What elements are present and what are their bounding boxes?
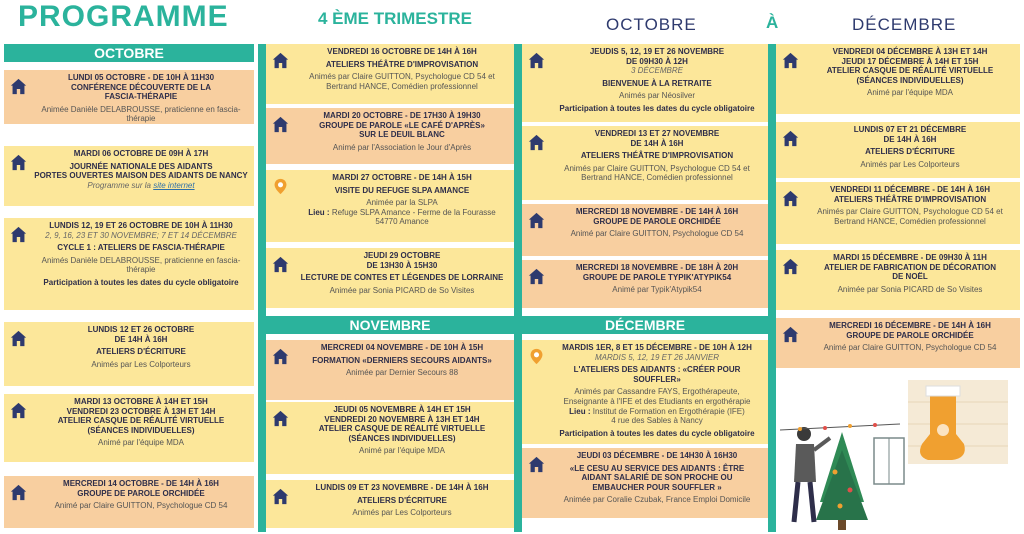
card-title-line: ATELIERS D'ÉCRITURE [96, 347, 186, 357]
card-title-line: DE 09H30 À 12H [626, 56, 688, 66]
card-line: Bertrand HANCE, Comédien professionnel [834, 216, 986, 226]
christmas-illustration [780, 372, 1016, 532]
card-title-line: MERCREDI 18 NOVEMBRE - DE 14H À 16H [575, 207, 739, 216]
house-icon [10, 330, 27, 347]
event-card [266, 44, 514, 104]
house-icon [528, 456, 545, 473]
card-title-line: ATELIER CASQUE DE RÉALITÉ VIRTUELLE [57, 416, 225, 426]
card-title-line: CONFÉRENCE DÉCOUVERTE DE LA [70, 82, 211, 92]
event-card [266, 248, 514, 308]
card-line: Animée par Sonia PICARD de So Visites [837, 284, 983, 294]
event-card [776, 44, 1020, 114]
location-text: Refuge SLPA Amance - Ferme de la Fourasse [331, 207, 496, 217]
range-separator: À [766, 13, 779, 32]
house-icon [272, 410, 289, 427]
pin-icon [528, 348, 545, 365]
card-title-line: «LE CESU AU SERVICE DES AIDANTS : ÊTRE [569, 463, 745, 473]
card-line: Animée par Coralie Czubak, France Emploi Domicile [563, 495, 751, 505]
card-title-line: VENDREDI 04 DÉCEMBRE À 13H ET 14H [832, 47, 988, 56]
card-title-line: JEUDI 29 OCTOBRE [363, 251, 441, 260]
house-icon [10, 484, 27, 501]
location-line [550, 407, 764, 417]
card-title-line: ATELIERS THÉÂTRE D'IMPROVISATION [325, 59, 479, 69]
house-icon [782, 190, 799, 207]
house-icon [528, 134, 545, 151]
event-card [522, 340, 768, 444]
card-line: Animés par Néosilver [618, 91, 696, 101]
card-title-line: VENDREDI 23 OCTOBRE À 13H ET 14H [66, 406, 216, 416]
card-title-line: L'ATELIERS DES AIDANTS : «CRÉER POUR SOUFFLER» [573, 365, 741, 384]
house-icon [272, 488, 289, 505]
card-line: Animé par l'équipe MDA [97, 438, 184, 448]
christmas-tree-icon [816, 432, 868, 530]
card-title-line: MARDIS 1ER, 8 ET 15 DÉCEMBRE - DE 10H À 12H [562, 343, 752, 352]
house-icon [272, 52, 289, 69]
location-line [550, 416, 764, 426]
event-card [266, 170, 514, 242]
event-card [522, 260, 768, 308]
card-line: thérapie [126, 265, 156, 275]
event-card [776, 182, 1020, 244]
event-card [776, 122, 1020, 178]
card-line: Animé par Claire GUITTON, Psychologue CD 54 [570, 229, 744, 239]
section-header-octobre: OCTOBRE [4, 44, 254, 62]
card-title-line: LUNDIS 12 ET 26 OCTOBRE [87, 325, 195, 334]
card-title-line: PORTES OUVERTES MAISON DES AIDANTS DE NANCY [34, 171, 248, 181]
quarter-label: 4 ÈME TRIMESTRE [318, 9, 472, 28]
card-title-line: DE 14H À 16H [883, 134, 937, 144]
event-card [266, 340, 514, 400]
card-title-line: JOURNÉE NATIONALE DES AIDANTS [69, 161, 213, 171]
card-title-line: (SÉANCES INDIVIDUELLES) [348, 433, 456, 443]
stocking-icon [908, 380, 1008, 464]
card-line: Animés par Claire GUITTON, Psychologue CD 54 et [817, 207, 1003, 217]
card-line: Enseignante à l'IFE et des Etudiants en ergothérapie [563, 396, 751, 406]
card-title-line: LUNDIS 12, 19 ET 26 OCTOBRE DE 10H À 11H30 [49, 221, 233, 230]
card-title-line: (SÉANCES INDIVIDUELLES) [87, 425, 195, 435]
location-label: Lieu : [308, 207, 332, 217]
section-header-novembre: NOVEMBRE [266, 316, 514, 334]
card-subtitle-line: 2, 9, 16, 23 ET 30 NOVEMBRE; 7 ET 14 DÉCEMBRE [45, 230, 237, 240]
event-card [4, 218, 254, 310]
card-title-line: JEUDI 03 DÉCEMBRE - DE 14H30 À 16H30 [576, 451, 738, 460]
card-title-line: MARDI 06 OCTOBRE DE 09H À 17H [73, 149, 209, 158]
card-line: Animés par Les Colporteurs [352, 508, 452, 518]
card-title-line: MARDI 13 OCTOBRE À 14H ET 15H [74, 397, 208, 406]
house-icon [272, 256, 289, 273]
card-title-line: DE NOËL [892, 272, 928, 282]
house-icon [528, 52, 545, 69]
card-title-line: AIDANT SALARIÉ DE SON PROCHE OU [581, 473, 733, 483]
card-line: Animé par Claire GUITTON, Psychologue CD 54 [54, 501, 228, 511]
card-title-line: BIENVENUE À LA RETRAITE [602, 78, 712, 88]
card-title-line: GROUPE DE PAROLE ORCHIDÉE [593, 216, 721, 226]
card-title-line: GROUPE DE PAROLE ORCHIDÉE [846, 330, 974, 340]
card-line: Animés Danièle DELABROUSSE, praticienne en fascia- [41, 255, 241, 265]
card-title-line: (SÉANCES INDIVIDUELLES) [856, 75, 964, 85]
card-title-line: GROUPE DE PAROLE «LE CAFÉ D'APRÈS» [319, 120, 485, 130]
card-title-line: VENDREDI 11 DÉCEMBRE - DE 14H À 16H [829, 185, 991, 194]
card-line: Animés par Les Colporteurs [91, 359, 191, 369]
card-title-line: ATELIERS THÉÂTRE D'IMPROVISATION [580, 151, 734, 161]
card-line: Animé par l'Association le Jour d'Après [332, 142, 472, 152]
location-line [294, 217, 510, 227]
event-card [4, 394, 254, 462]
card-title-line: CYCLE 1 : ATELIERS DE FASCIA-THÉRAPIE [57, 243, 225, 253]
card-line: Animée par la SLPA [366, 198, 438, 208]
column-divider [768, 44, 776, 532]
program-note [32, 181, 250, 191]
card-title-line: MARDI 15 DÉCEMBRE - DE 09H30 À 11H [833, 253, 987, 262]
card-line: Animée par Sonia PICARD de So Visites [329, 285, 475, 295]
card-line: Bertrand HANCE, Comédien professionnel [326, 81, 478, 91]
event-card [4, 476, 254, 528]
card-title-line: JEUDIS 5, 12, 19 ET 26 NOVEMBRE [589, 47, 725, 56]
participation-note: Participation à toutes les dates du cycle obligatoire [559, 428, 755, 438]
card-title-line: ATELIERS D'ÉCRITURE [865, 147, 955, 157]
event-card [4, 322, 254, 386]
card-title-line: ATELIER CASQUE DE RÉALITÉ VIRTUELLE [318, 424, 486, 434]
house-icon [782, 258, 799, 275]
house-icon [10, 154, 27, 171]
card-line: Animé par Typik'Atypik54 [612, 285, 702, 295]
location-text: 4 rue des Sables à Nancy [611, 416, 703, 426]
card-title-line: LECTURE DE CONTES ET LÉGENDES DE LORRAINE [300, 273, 504, 283]
house-icon [782, 130, 799, 147]
event-card [266, 480, 514, 528]
event-card [4, 70, 254, 124]
card-title-line: ATELIERS THÉÂTRE D'IMPROVISATION [833, 194, 987, 204]
card-title-line: GROUPE DE PAROLE TYPIK'ATYPIK54 [582, 272, 732, 282]
card-title-line: MERCREDI 14 OCTOBRE - DE 14H À 16H [63, 479, 219, 488]
card-title-line: DE 13H30 À 15H30 [366, 260, 438, 270]
location-label: Lieu : [569, 406, 593, 416]
program-note-text: Programme sur la [87, 180, 154, 190]
location-text: 54770 Amance [375, 217, 429, 227]
column-divider [258, 44, 266, 532]
card-title-line: VENDREDI 16 OCTOBRE DE 14H À 16H [327, 47, 477, 56]
card-title-line: MARDI 27 OCTOBRE - DE 14H À 15H [332, 173, 472, 182]
card-line: Animé par l'équipe MDA [866, 88, 953, 98]
house-icon [10, 78, 27, 95]
window-icon [874, 438, 904, 484]
house-icon [782, 52, 799, 69]
house-icon [10, 226, 27, 243]
card-title-line: SUR LE DEUIL BLANC [359, 130, 445, 140]
card-title-line: EMBAUCHER POUR SOUFFLER » [592, 482, 722, 492]
column-divider [514, 44, 522, 532]
card-title-line: MERCREDI 18 NOVEMBRE - DE 18H À 20H [575, 263, 739, 272]
house-icon [782, 326, 799, 343]
card-title-line: MARDI 20 OCTOBRE - DE 17H30 À 19H30 [323, 111, 481, 120]
card-subtitle-line: MARDIS 5, 12, 19 ET 26 JANVIER [594, 352, 720, 362]
card-title-line: LUNDI 05 OCTOBRE - DE 10H À 11H30 [67, 73, 215, 82]
card-title-line: LUNDIS 09 ET 23 NOVEMBRE - DE 14H À 16H [315, 483, 489, 492]
event-card [522, 44, 768, 122]
card-title-line: MERCREDI 04 NOVEMBRE - DE 10H À 15H [320, 343, 484, 352]
site-internet-link[interactable]: site internet [153, 180, 195, 190]
card-title-line: ATELIER DE FABRICATION DE DÉCORATION [824, 262, 996, 272]
card-line: thérapie [126, 114, 156, 124]
section-header-decembre: DÉCEMBRE [522, 316, 768, 334]
location-text: Institut de Formation en Ergothérapie (IFE) [592, 406, 745, 416]
card-line: Animée Danièle DELABROUSSE, praticienne en fascia- [41, 104, 241, 114]
card-line: Animé par Claire GUITTON, Psychologue CD 54 [823, 343, 997, 353]
card-title-line: JEUDI 05 NOVEMBRE À 14H ET 15H [333, 405, 471, 414]
card-line: Animés par Les Colporteurs [860, 159, 960, 169]
card-subtitle-line: 3 DÉCEMBRE [630, 66, 683, 76]
event-card [776, 250, 1020, 310]
card-line: Animé par l'équipe MDA [358, 446, 445, 456]
card-title-line: LUNDIS 07 ET 21 DÉCEMBRE [853, 125, 967, 134]
card-title-line: DE 14H À 16H [630, 138, 684, 148]
card-title-line: VISITE DU REFUGE SLPA AMANCE [334, 185, 470, 195]
event-card [266, 108, 514, 164]
event-card [522, 126, 768, 200]
event-card [266, 402, 514, 474]
card-title-line: VENDREDI 13 ET 27 NOVEMBRE [594, 129, 720, 138]
event-card [776, 318, 1020, 368]
participation-note: Participation à toutes les dates du cycle obligatoire [559, 103, 755, 113]
card-title-line: FASCIA-THÉRAPIE [104, 92, 178, 102]
event-card [522, 448, 768, 518]
card-title-line: MERCREDI 16 DÉCEMBRE - DE 14H À 16H [829, 321, 991, 330]
pin-icon [272, 178, 289, 195]
house-icon [272, 116, 289, 133]
house-icon [10, 402, 27, 419]
event-card [4, 146, 254, 206]
card-line: Bertrand HANCE, Comédien professionnel [581, 173, 733, 183]
card-title-line: VENDREDI 20 NOVEMBRE À 13H ET 14H [324, 414, 480, 424]
range-end: DÉCEMBRE [852, 15, 957, 34]
page-title: PROGRAMME [18, 0, 229, 33]
house-icon [528, 212, 545, 229]
house-icon [528, 268, 545, 285]
participation-note: Participation à toutes les dates du cycle obligatoire [43, 277, 239, 287]
card-line: Animés par Claire GUITTON, Psychologue CD 54 et [309, 72, 495, 82]
event-card [522, 204, 768, 256]
house-icon [272, 348, 289, 365]
card-title-line: DE 14H À 16H [114, 334, 168, 344]
card-title-line: JEUDI 17 DÉCEMBRE À 14H ET 15H [841, 56, 979, 66]
card-line: Animés par Cassandre FAYS, Ergothérapeute, [574, 387, 740, 397]
range-start: OCTOBRE [606, 15, 697, 34]
card-title-line: ATELIER CASQUE DE RÉALITÉ VIRTUELLE [826, 66, 994, 76]
location-line [294, 208, 510, 218]
card-line: Animée par Dernier Secours 88 [345, 368, 459, 378]
card-line: Animés par Claire GUITTON, Psychologue CD 54 et [564, 163, 750, 173]
card-title-line: ATELIERS D'ÉCRITURE [357, 495, 447, 505]
card-title-line: GROUPE DE PAROLE ORCHIDÉE [77, 488, 205, 498]
card-title-line: FORMATION «DERNIERS SECOURS AIDANTS» [312, 355, 492, 365]
